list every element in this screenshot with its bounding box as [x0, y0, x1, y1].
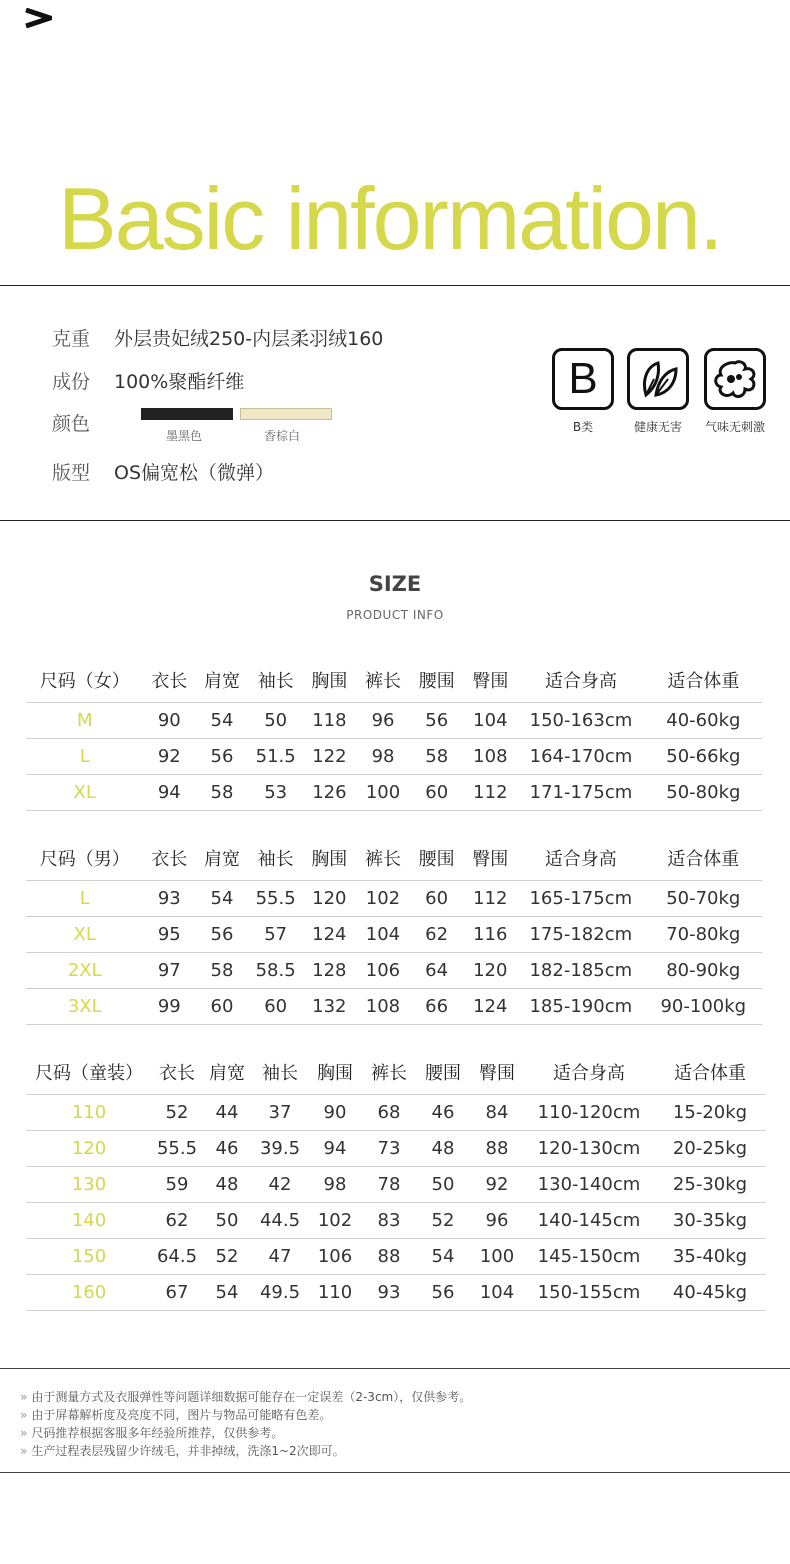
table-cell: 84: [470, 1094, 524, 1130]
table-cell: 25-30kg: [654, 1166, 766, 1202]
table-cell: 108: [356, 988, 410, 1024]
table-cell: 68: [362, 1094, 416, 1130]
table-cell: 175-182cm: [517, 916, 645, 952]
note-item: [20, 1388, 471, 1406]
cert-label-b: B类: [572, 420, 594, 434]
table-header-cell: 衣长: [151, 670, 188, 692]
table-cell: 112: [464, 774, 518, 810]
cloud-flower-icon: [704, 348, 766, 410]
table-cell: 95: [143, 916, 195, 952]
table-cell: 104: [356, 916, 410, 952]
table-cell: 55.5: [152, 1130, 202, 1166]
table-cell: 60: [195, 988, 249, 1024]
note-bullet: »: [20, 1444, 28, 1458]
table-cell: 39.5: [252, 1130, 308, 1166]
color-swatch-black: [141, 408, 233, 420]
size-cell: L: [26, 738, 143, 774]
swatch-label-black: 墨黑色: [166, 429, 203, 443]
table-cell: 145-150cm: [524, 1238, 654, 1274]
table-cell: 44.5: [252, 1202, 308, 1238]
table-header-cell: 裤长: [365, 670, 402, 692]
table-cell: 112: [463, 880, 517, 916]
table-header-cell: 尺码（童装）: [35, 1062, 143, 1084]
size-table-men: [26, 836, 762, 1025]
table-cell: 15-20kg: [654, 1094, 766, 1130]
table-header-cell: 适合体重: [667, 670, 740, 692]
note-text: 生产过程表层残留少许绒毛，并非掉绒，洗涤1~2次即可。: [31, 1444, 345, 1458]
table-header-cell: 适合身高: [544, 848, 617, 870]
size-cell: 160: [26, 1274, 152, 1310]
attr-key: 克重: [52, 328, 91, 350]
table-cell: 64.5: [152, 1238, 202, 1274]
size-cell: 150: [26, 1238, 152, 1274]
table-row: [26, 988, 762, 1024]
table-cell: 104: [464, 702, 518, 738]
table-cell: 35-40kg: [654, 1238, 766, 1274]
attr-composition: [52, 367, 244, 394]
table-cell: 56: [416, 1274, 470, 1310]
table-cell: 118: [303, 702, 357, 738]
table-cell: 120-130cm: [524, 1130, 654, 1166]
table-cell: 58: [410, 738, 464, 774]
table-cell: 54: [416, 1238, 470, 1274]
table-cell: 48: [202, 1166, 252, 1202]
table-cell: 58: [195, 774, 249, 810]
table-cell: 52: [416, 1202, 470, 1238]
table-cell: 73: [362, 1130, 416, 1166]
table-cell: 50: [249, 702, 303, 738]
table-header-cell: 适合身高: [553, 1062, 625, 1084]
table-cell: 94: [308, 1130, 362, 1166]
table-header-cell: 臀围: [479, 1062, 515, 1084]
table-cell: 54: [195, 880, 249, 916]
table-cell: 100: [356, 774, 410, 810]
headline-text: Basic information: [58, 169, 699, 268]
table-header-cell: 衣长: [151, 848, 188, 870]
table-header-cell: 胸围: [317, 1062, 353, 1084]
table-header-row: [26, 836, 762, 880]
table-cell: 20-25kg: [654, 1130, 766, 1166]
table-header-cell: 尺码（女）: [39, 670, 130, 692]
table-cell: 88: [362, 1238, 416, 1274]
size-cell: XL: [26, 774, 143, 810]
table-cell: 50-80kg: [645, 774, 762, 810]
table-cell: 30-35kg: [654, 1202, 766, 1238]
table-header-cell: 衣长: [159, 1062, 195, 1084]
cert-label-healthy: 健康无害: [633, 420, 682, 434]
table-row: [26, 1238, 766, 1274]
note-bullet: »: [20, 1390, 28, 1404]
swatch-label-beige: 香棕白: [264, 429, 301, 443]
table-cell: 62: [152, 1202, 202, 1238]
table-header-cell: 袖长: [257, 670, 294, 692]
attr-color: [52, 409, 114, 436]
table-cell: 100: [470, 1238, 524, 1274]
attr-value: 100%聚酯纤维: [114, 371, 245, 393]
table-cell: 96: [356, 702, 410, 738]
table-cell: 60: [249, 988, 303, 1024]
table-cell: 128: [303, 952, 357, 988]
table-cell: 54: [202, 1274, 252, 1310]
table-cell: 53: [249, 774, 303, 810]
attr-key: 颜色: [52, 413, 91, 435]
size-cell: XL: [26, 916, 143, 952]
table-cell: 67: [152, 1274, 202, 1310]
table-header-cell: 裤长: [364, 848, 401, 870]
table-cell: 40-60kg: [645, 702, 762, 738]
table-cell: 52: [202, 1238, 252, 1274]
table-cell: 94: [143, 774, 195, 810]
table-cell: 132: [303, 988, 357, 1024]
size-cell: 2XL: [26, 952, 143, 988]
attr-weight: [52, 324, 383, 351]
table-row: [26, 1166, 766, 1202]
attr-value: 外层贵妃绒250-内层柔羽绒160: [114, 328, 384, 350]
table-cell: 62: [410, 916, 464, 952]
table-header-cell: 腰围: [425, 1062, 461, 1084]
table-header-cell: 臀围: [472, 670, 509, 692]
table-cell: 164-170cm: [517, 738, 645, 774]
table-cell: 58: [195, 952, 249, 988]
size-cell: 3XL: [26, 988, 143, 1024]
table-row: [26, 774, 762, 810]
table-cell: 56: [195, 916, 249, 952]
table-cell: 165-175cm: [517, 880, 645, 916]
size-cell: 120: [26, 1130, 152, 1166]
table-cell: 80-90kg: [645, 952, 762, 988]
table-cell: 116: [463, 916, 517, 952]
table-cell: 50: [416, 1166, 470, 1202]
table-cell: 104: [470, 1274, 524, 1310]
page-headline: [58, 168, 721, 270]
table-header-cell: 胸围: [311, 848, 348, 870]
table-cell: 60: [410, 774, 464, 810]
note-item: [20, 1406, 471, 1424]
divider-mid: [0, 520, 790, 521]
divider-notes-bottom: [0, 1472, 790, 1473]
table-header-cell: 尺码（男）: [39, 848, 130, 870]
size-cell: L: [26, 880, 143, 916]
table-cell: 64: [410, 952, 464, 988]
table-cell: 97: [143, 952, 195, 988]
note-bullet: »: [20, 1408, 28, 1422]
table-cell: 102: [356, 880, 410, 916]
size-cell: M: [26, 702, 143, 738]
size-cell: 130: [26, 1166, 152, 1202]
table-header-cell: 适合体重: [674, 1062, 746, 1084]
table-cell: 120: [463, 952, 517, 988]
note-text: 由于测量方式及衣服弹性等问题详细数据可能存在一定误差（2-3cm），仅供参考。: [31, 1390, 472, 1404]
table-cell: 99: [143, 988, 195, 1024]
size-cell: 140: [26, 1202, 152, 1238]
table-header-cell: 适合身高: [544, 670, 617, 692]
note-item: [20, 1442, 471, 1460]
table-cell: 124: [463, 988, 517, 1024]
table-cell: 60: [410, 880, 464, 916]
leaf-icon: [627, 348, 689, 410]
table-row: [26, 880, 762, 916]
size-cell: 110: [26, 1094, 152, 1130]
table-cell: 140-145cm: [524, 1202, 654, 1238]
table-cell: 92: [143, 738, 195, 774]
table-cell: 55.5: [249, 880, 303, 916]
table-cell: 78: [362, 1166, 416, 1202]
table-cell: 70-80kg: [645, 916, 762, 952]
table-cell: 59: [152, 1166, 202, 1202]
table-cell: 90: [143, 702, 195, 738]
table-cell: 106: [308, 1238, 362, 1274]
table-cell: 54: [195, 702, 249, 738]
note-item: [20, 1424, 471, 1442]
table-cell: 56: [195, 738, 249, 774]
table-row: [26, 1130, 766, 1166]
table-cell: 108: [464, 738, 518, 774]
table-cell: 51.5: [249, 738, 303, 774]
table-header-row: [26, 1050, 766, 1094]
table-cell: 83: [362, 1202, 416, 1238]
table-cell: 47: [252, 1238, 308, 1274]
table-header-cell: 适合体重: [667, 848, 740, 870]
table-row: [26, 738, 762, 774]
table-cell: 42: [252, 1166, 308, 1202]
table-cell: 185-190cm: [517, 988, 645, 1024]
table-header-cell: 肩宽: [204, 670, 240, 692]
table-cell: 124: [303, 916, 357, 952]
table-cell: 182-185cm: [517, 952, 645, 988]
table-header-row: [26, 658, 762, 702]
note-bullet: »: [20, 1426, 28, 1440]
table-cell: 46: [416, 1094, 470, 1130]
table-header-cell: 腰围: [418, 670, 455, 692]
table-header-cell: 袖长: [262, 1062, 298, 1084]
table-cell: 50-70kg: [645, 880, 762, 916]
size-table-kids: [26, 1050, 766, 1311]
table-cell: 50-66kg: [645, 738, 762, 774]
table-cell: 130-140cm: [524, 1166, 654, 1202]
b-class-icon: [552, 348, 614, 410]
attr-key: 版型: [52, 462, 91, 484]
note-text: 尺码推荐根据客服多年经验所推荐，仅供参考。: [31, 1426, 284, 1440]
table-cell: 120: [303, 880, 357, 916]
table-header-cell: 肩宽: [203, 848, 240, 870]
attr-value: OS偏宽松（微弹）: [114, 462, 275, 484]
table-cell: 56: [410, 702, 464, 738]
table-cell: 150-163cm: [517, 702, 645, 738]
table-cell: 46: [202, 1130, 252, 1166]
table-cell: 98: [308, 1166, 362, 1202]
brand-chevron-icon: [24, 8, 52, 30]
table-header-cell: 裤长: [371, 1062, 407, 1084]
table-row: [26, 952, 762, 988]
table-cell: 66: [410, 988, 464, 1024]
table-row: [26, 1202, 766, 1238]
table-cell: 48: [416, 1130, 470, 1166]
table-cell: 93: [143, 880, 195, 916]
table-cell: 171-175cm: [517, 774, 645, 810]
attr-fit: [52, 458, 274, 485]
table-row: [26, 1274, 766, 1310]
table-cell: 93: [362, 1274, 416, 1310]
table-cell: 106: [356, 952, 410, 988]
table-cell: 102: [308, 1202, 362, 1238]
table-cell: 88: [470, 1130, 524, 1166]
color-swatch-beige: [240, 408, 332, 420]
table-cell: 126: [303, 774, 357, 810]
note-text: 由于屏幕解析度及亮度不同，图片与物品可能略有色差。: [31, 1408, 332, 1422]
table-cell: 44: [202, 1094, 252, 1130]
table-header-cell: 腰围: [418, 848, 455, 870]
table-cell: 98: [356, 738, 410, 774]
divider-notes-top: [0, 1368, 790, 1369]
table-header-cell: 臀围: [472, 848, 509, 870]
table-header-cell: 肩宽: [209, 1062, 245, 1084]
table-cell: 96: [470, 1202, 524, 1238]
table-cell: 37: [252, 1094, 308, 1130]
table-cell: 122: [303, 738, 357, 774]
notes-list: [20, 1388, 471, 1460]
table-header-cell: 胸围: [311, 670, 348, 692]
headline-dot: .: [698, 169, 722, 268]
table-cell: 110: [308, 1274, 362, 1310]
table-cell: 150-155cm: [524, 1274, 654, 1310]
attr-key: 成份: [52, 371, 91, 393]
table-cell: 57: [249, 916, 303, 952]
table-cell: 50: [202, 1202, 252, 1238]
table-row: [26, 702, 762, 738]
size-title: SIZE: [368, 572, 422, 596]
table-header-cell: 袖长: [257, 848, 294, 870]
table-cell: 49.5: [252, 1274, 308, 1310]
table-cell: 40-45kg: [654, 1274, 766, 1310]
size-subtitle: PRODUCT INFO: [346, 608, 444, 622]
table-cell: 92: [470, 1166, 524, 1202]
table-cell: 90: [308, 1094, 362, 1130]
cert-label-odorless: 气味无刺激: [704, 420, 765, 434]
table-cell: 58.5: [249, 952, 303, 988]
table-row: [26, 916, 762, 952]
table-cell: 90-100kg: [645, 988, 762, 1024]
table-cell: 52: [152, 1094, 202, 1130]
divider-top: [0, 285, 790, 286]
table-cell: 110-120cm: [524, 1094, 654, 1130]
table-row: [26, 1094, 766, 1130]
size-table-women: [26, 658, 762, 811]
b-class-glyph: B: [568, 354, 598, 403]
